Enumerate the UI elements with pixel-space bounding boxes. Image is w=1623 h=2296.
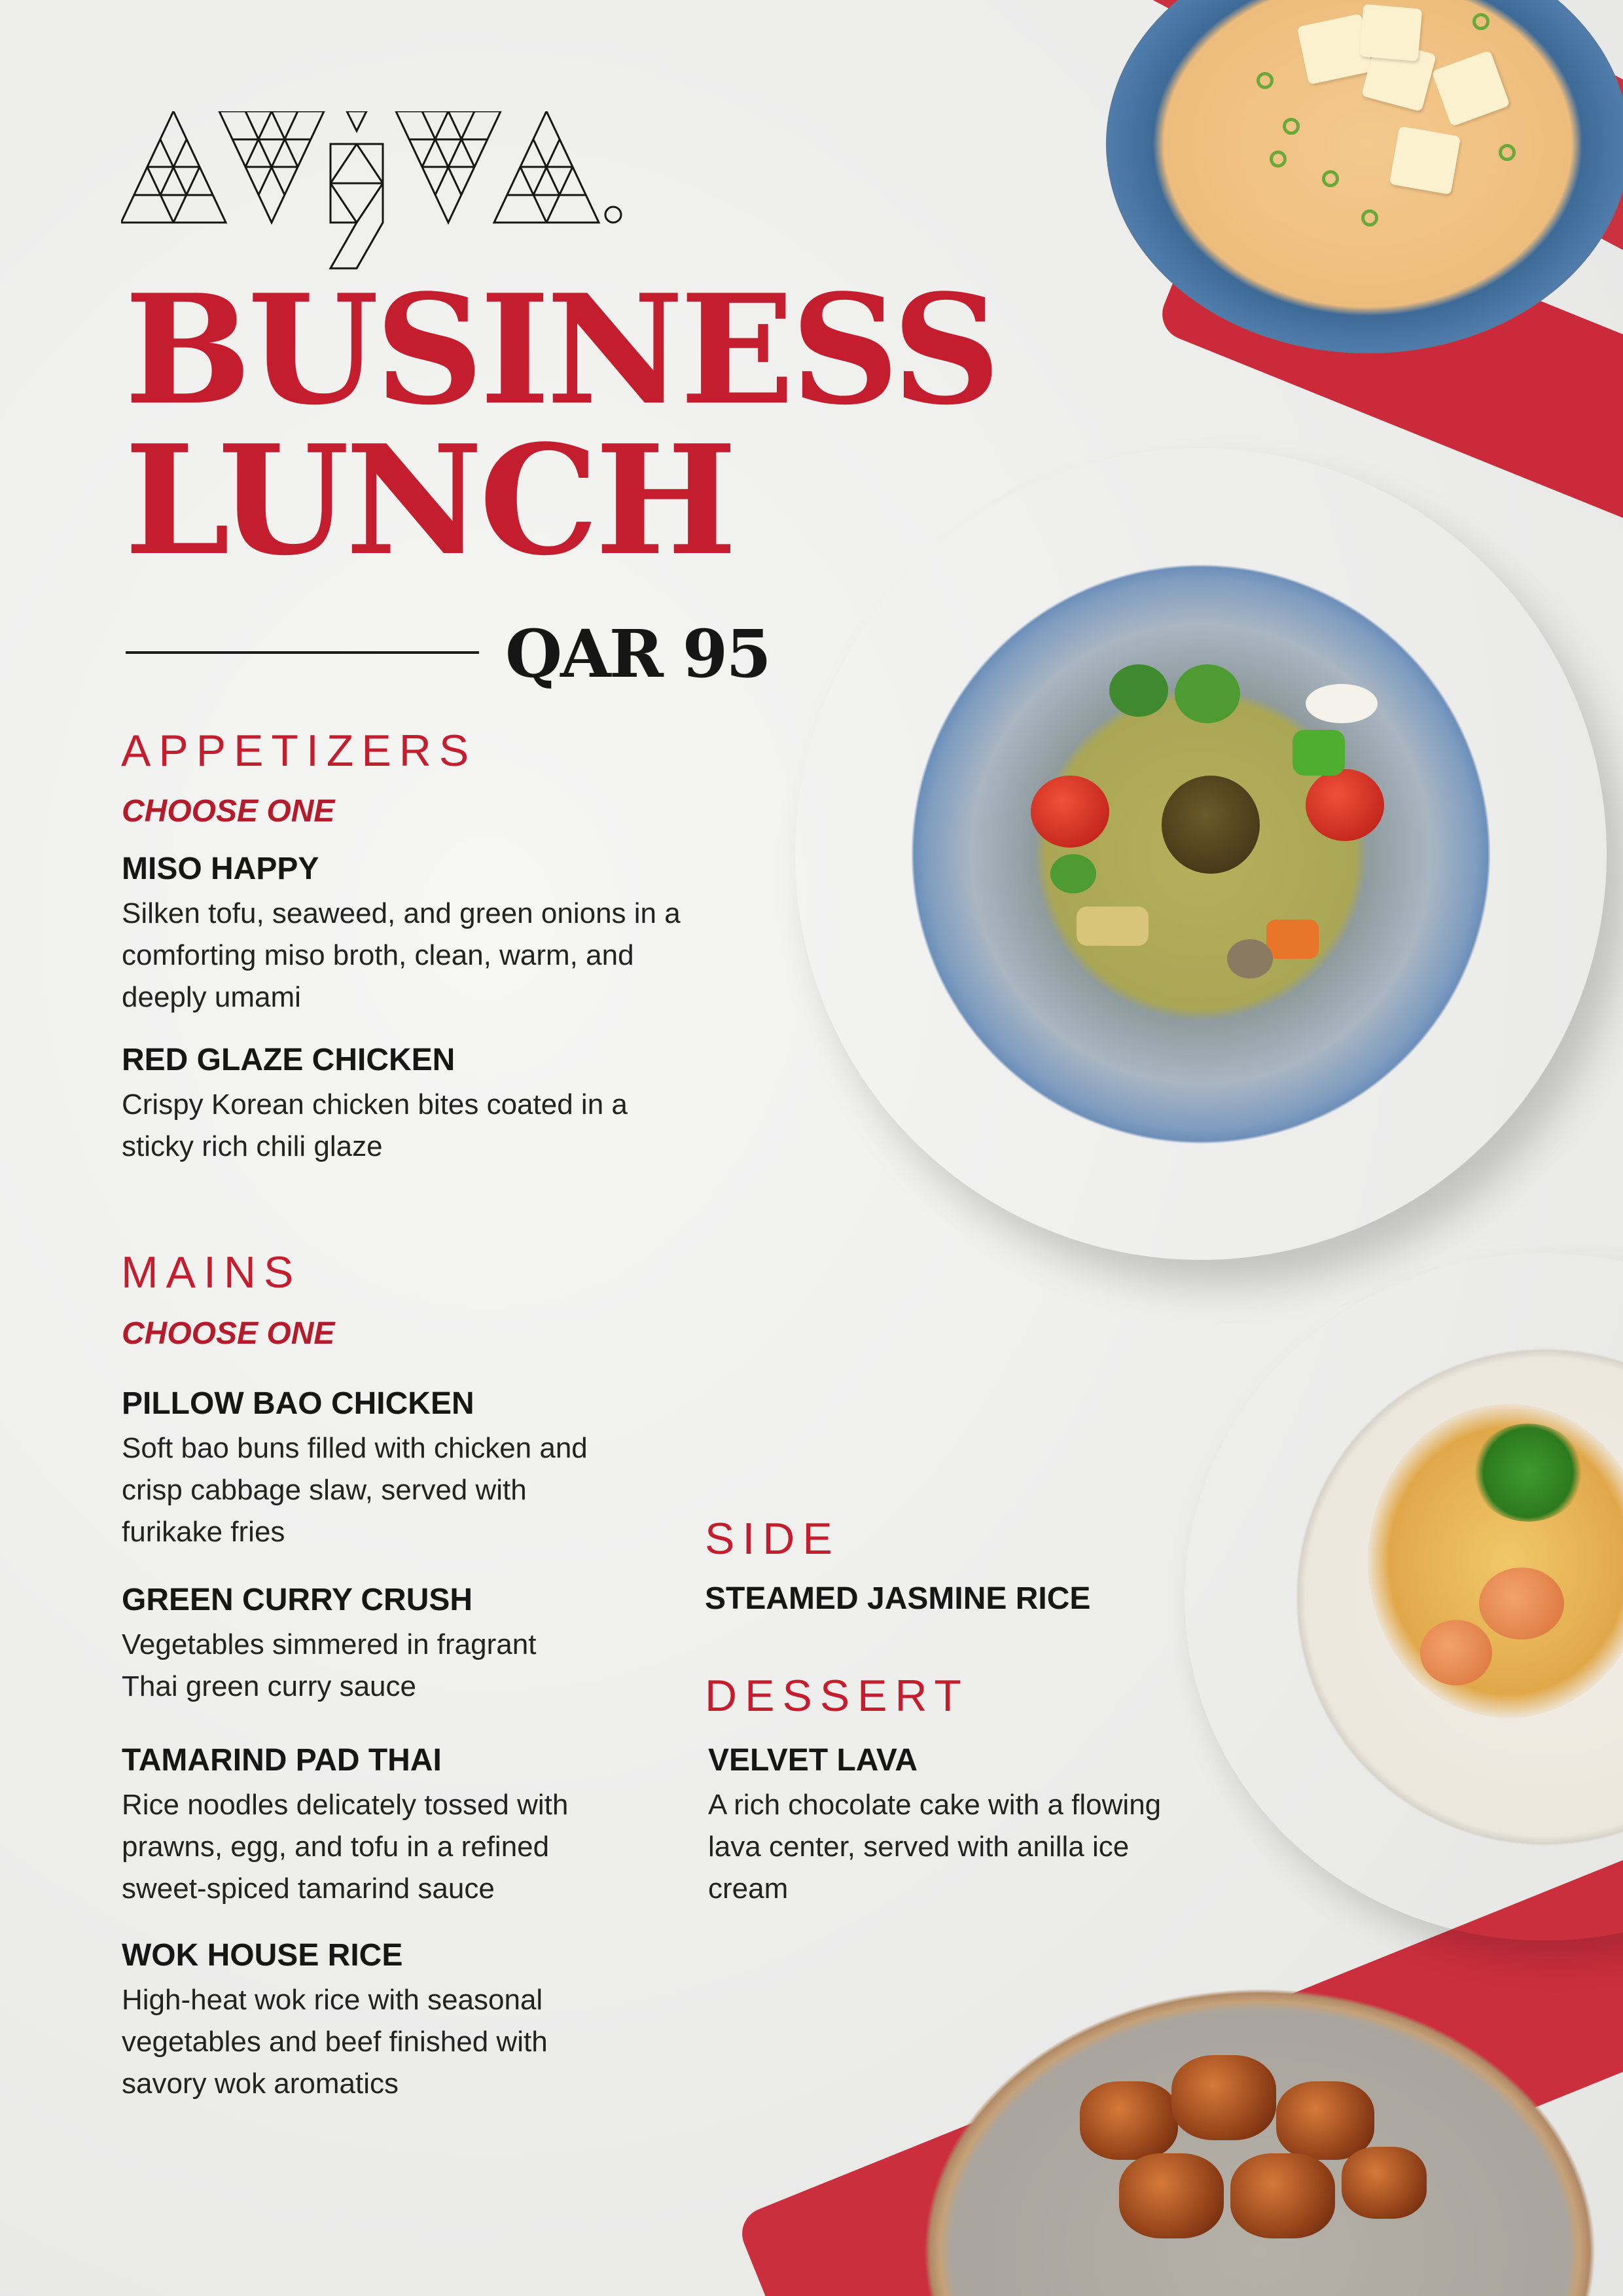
menu-item-pillow-bao-chicken — [122, 1386, 711, 1553]
menu-item-velvet-lava — [708, 1742, 1297, 1910]
item-description: Vegetables simmered in fragrant Thai green curry sauce — [122, 1628, 537, 1702]
item-name: WOK HOUSE RICE — [122, 1938, 403, 1973]
item-name: STEAMED JASMINE RICE — [705, 1581, 1091, 1616]
item-name: PILLOW BAO CHICKEN — [122, 1386, 474, 1421]
menu-item-miso-happy — [122, 851, 711, 1018]
page-title — [124, 262, 997, 589]
ayjya-logo — [121, 111, 632, 275]
menu-item-steamed-jasmine-rice — [705, 1581, 1294, 1623]
price-divider — [126, 651, 479, 654]
item-description: Soft bao buns filled with chicken and crisp cabbage slaw, served with furikake fries — [122, 1432, 588, 1548]
menu-price: QAR 95 — [505, 615, 770, 692]
title-line-2: LUNCH — [124, 412, 734, 589]
item-description: A rich chocolate cake with a flowing lava center, served with anilla ice cream — [708, 1789, 1162, 1905]
menu-item-tamarind-pad-thai — [122, 1742, 711, 1910]
item-description: Rice noodles delicately tossed with prawns, egg, and tofu in a refined sweet-spiced tamarind sauce — [122, 1789, 569, 1905]
appetizers-heading: APPETIZERS — [121, 726, 477, 776]
item-description: High-heat wok rice with seasonal vegetables and beef finished with savory wok aromatics — [122, 1984, 548, 2100]
side-heading: SIDE — [705, 1514, 840, 1564]
appetizers-choose-one: CHOOSE ONE — [122, 794, 335, 829]
mains-choose-one: CHOOSE ONE — [122, 1316, 335, 1351]
dessert-heading: DESSERT — [705, 1671, 969, 1721]
menu-item-red-glaze-chicken — [122, 1042, 711, 1168]
item-name: GREEN CURRY CRUSH — [122, 1583, 473, 1617]
item-description: Crispy Korean chicken bites coated in a sticky rich chili glaze — [122, 1088, 628, 1162]
item-name: TAMARIND PAD THAI — [122, 1743, 442, 1778]
mains-heading: MAINS — [121, 1247, 302, 1297]
item-name: MISO HAPPY — [122, 852, 319, 886]
title-line-1: BUSINESS — [124, 262, 997, 439]
menu-item-green-curry-crush — [122, 1582, 711, 1708]
item-name: VELVET LAVA — [708, 1743, 918, 1778]
item-name: RED GLAZE CHICKEN — [122, 1043, 455, 1077]
item-description: Silken tofu, seaweed, and green onions in a comforting miso broth, clean, warm, and deeply umami — [122, 897, 681, 1013]
menu-item-wok-house-rice — [122, 1937, 711, 2105]
